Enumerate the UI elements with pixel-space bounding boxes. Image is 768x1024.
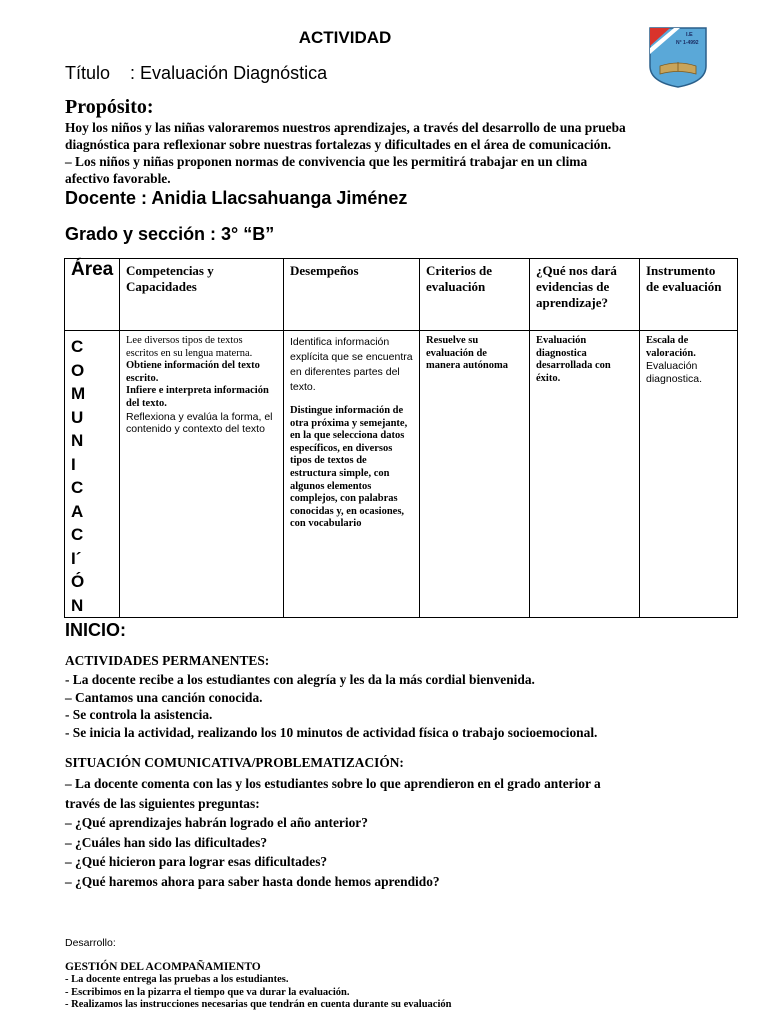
header-evidencias: ¿Qué nos dará evidencias de aprendizaje? [530, 259, 640, 331]
learning-plan-table [64, 258, 738, 618]
table-header-row [65, 259, 738, 331]
area-letter: C [71, 525, 84, 544]
desarrollo-label: Desarrollo: [65, 937, 116, 949]
list-item: - La docente recibe a los estudiantes con alegría y les da la más cordial bienvenida. [65, 672, 535, 687]
header-area: Área [65, 259, 120, 331]
logo-number-text: N° 1-4992 [676, 40, 699, 46]
title-line [65, 63, 327, 84]
list-item: – ¿Qué haremos ahora para saber hasta donde hemos aprendido? [65, 873, 440, 889]
purpose-line: – Los niños y niñas proponen normas de convivencia que les permitirá trabajar en un clima [65, 154, 588, 169]
permanent-activities-list [65, 671, 715, 741]
purpose-heading: Propósito: [65, 96, 154, 118]
purpose-body [65, 119, 735, 187]
area-letter: A [71, 501, 84, 521]
gestion-list [65, 974, 451, 1012]
purpose-line: Hoy los niños y las niñas valoraremos nuestros aprendizajes, a través del desarrollo de una prueba [65, 120, 626, 135]
list-item: – ¿Cuáles han sido las dificultades? [65, 834, 268, 850]
area-letter: M [71, 384, 86, 403]
purpose-line: afectivo favorable. [65, 171, 171, 186]
situation-list [65, 774, 715, 891]
teacher-line: Docente : Anidia Llacsahuanga Jiménez [65, 188, 408, 208]
area-cell [65, 331, 120, 618]
area-letter: I [71, 454, 76, 474]
capacidad-item: Infiere e interpreta información del texto. [126, 385, 269, 409]
competencias-cell [120, 331, 284, 618]
area-letter: N [71, 431, 84, 450]
list-item: – La docente comenta con las y los estudiantes sobre lo que aprendieron en el grado anterior a [65, 776, 601, 791]
list-item: - Se inicia la actividad, realizando los 10 minutos de actividad física o trabajo socioemocional. [65, 724, 598, 740]
situation-heading: SITUACIÓN COMUNICATIVA/PROBLEMATIZACIÓN: [65, 755, 404, 770]
criterios-cell: Resuelve su evaluación de manera autónoma [420, 331, 530, 618]
list-item: - Realizamos las instrucciones necesarias que tendrán en cuenta durante su evaluación [65, 999, 452, 1010]
list-item: – ¿Qué aprendizajes habrán logrado el año anterior? [65, 815, 368, 830]
list-item: – ¿Qué hicieron para lograr esas dificultades? [65, 854, 328, 869]
area-letter: U [71, 407, 84, 427]
area-letter: I´ [71, 548, 82, 568]
evidencias-cell: Evaluación diagnostica desarrollada con éxito. [530, 331, 640, 618]
inicio-heading: INICIO: [65, 620, 126, 640]
title-label: Título [65, 63, 111, 83]
desempenos-cell [284, 331, 420, 618]
capacidad-item: Reflexiona y evalúa la forma, el contenido y contexto del texto [126, 410, 273, 436]
list-item: través de las siguientes preguntas: [65, 795, 260, 811]
desempeno-text: Identifica información explícita que se encuentra en diferentes partes del texto. [290, 336, 413, 393]
list-item: – Cantamos una canción conocida. [65, 689, 263, 705]
gestion-heading: GESTIÓN DEL ACOMPAÑAMIENTO [65, 961, 261, 973]
purpose-line: diagnóstica para reflexionar sobre nuestras fortalezas y dificultades en el área de comunicación. [65, 137, 612, 152]
instrumento-item: Escala de valoración. [646, 335, 696, 359]
area-letter: C [71, 337, 84, 356]
school-logo [646, 26, 710, 88]
header-criterios: Criterios de evaluación [420, 259, 530, 331]
grade-section-line: Grado y sección : 3° “B” [65, 224, 275, 244]
list-item: - La docente entrega las pruebas a los estudiantes. [65, 974, 289, 985]
table-row [65, 331, 738, 618]
area-letter: C [71, 478, 84, 497]
header-competencias: Competencias y Capacidades [120, 259, 284, 331]
logo-ie-text: I.E [686, 32, 693, 38]
header-desempenos: Desempeños [284, 259, 420, 331]
instrumento-cell [640, 331, 738, 618]
competencia-text: Lee diversos tipos de textos escritos en su lengua materna. [126, 335, 253, 359]
permanent-activities-heading: ACTIVIDADES PERMANENTES: [65, 653, 270, 668]
area-letter: N [71, 595, 84, 615]
area-letter: O [71, 360, 85, 380]
list-item: - Escribimos en la pizarra el tiempo que va durar la evaluación. [65, 986, 350, 998]
desempeno-text: Distingue información de otra próxima y semejante, en la que selecciona datos específicos, en diversos tipos de textos de estructura simple, con algunos elementos complejos, con palabras conocidas y, en ocasiones, con vocabulario [290, 405, 408, 530]
document-heading: ACTIVIDAD [298, 28, 392, 47]
title-value: : Evaluación Diagnóstica [130, 63, 328, 83]
header-instrumento: Instrumento de evaluación [640, 259, 738, 331]
list-item: - Se controla la asistencia. [65, 707, 213, 722]
area-letter: Ó [71, 572, 85, 591]
instrumento-item: Evaluación diagnostica. [646, 360, 703, 385]
school-shield-icon [646, 26, 710, 88]
capacidad-item: Obtiene información del texto escrito. [126, 360, 260, 384]
